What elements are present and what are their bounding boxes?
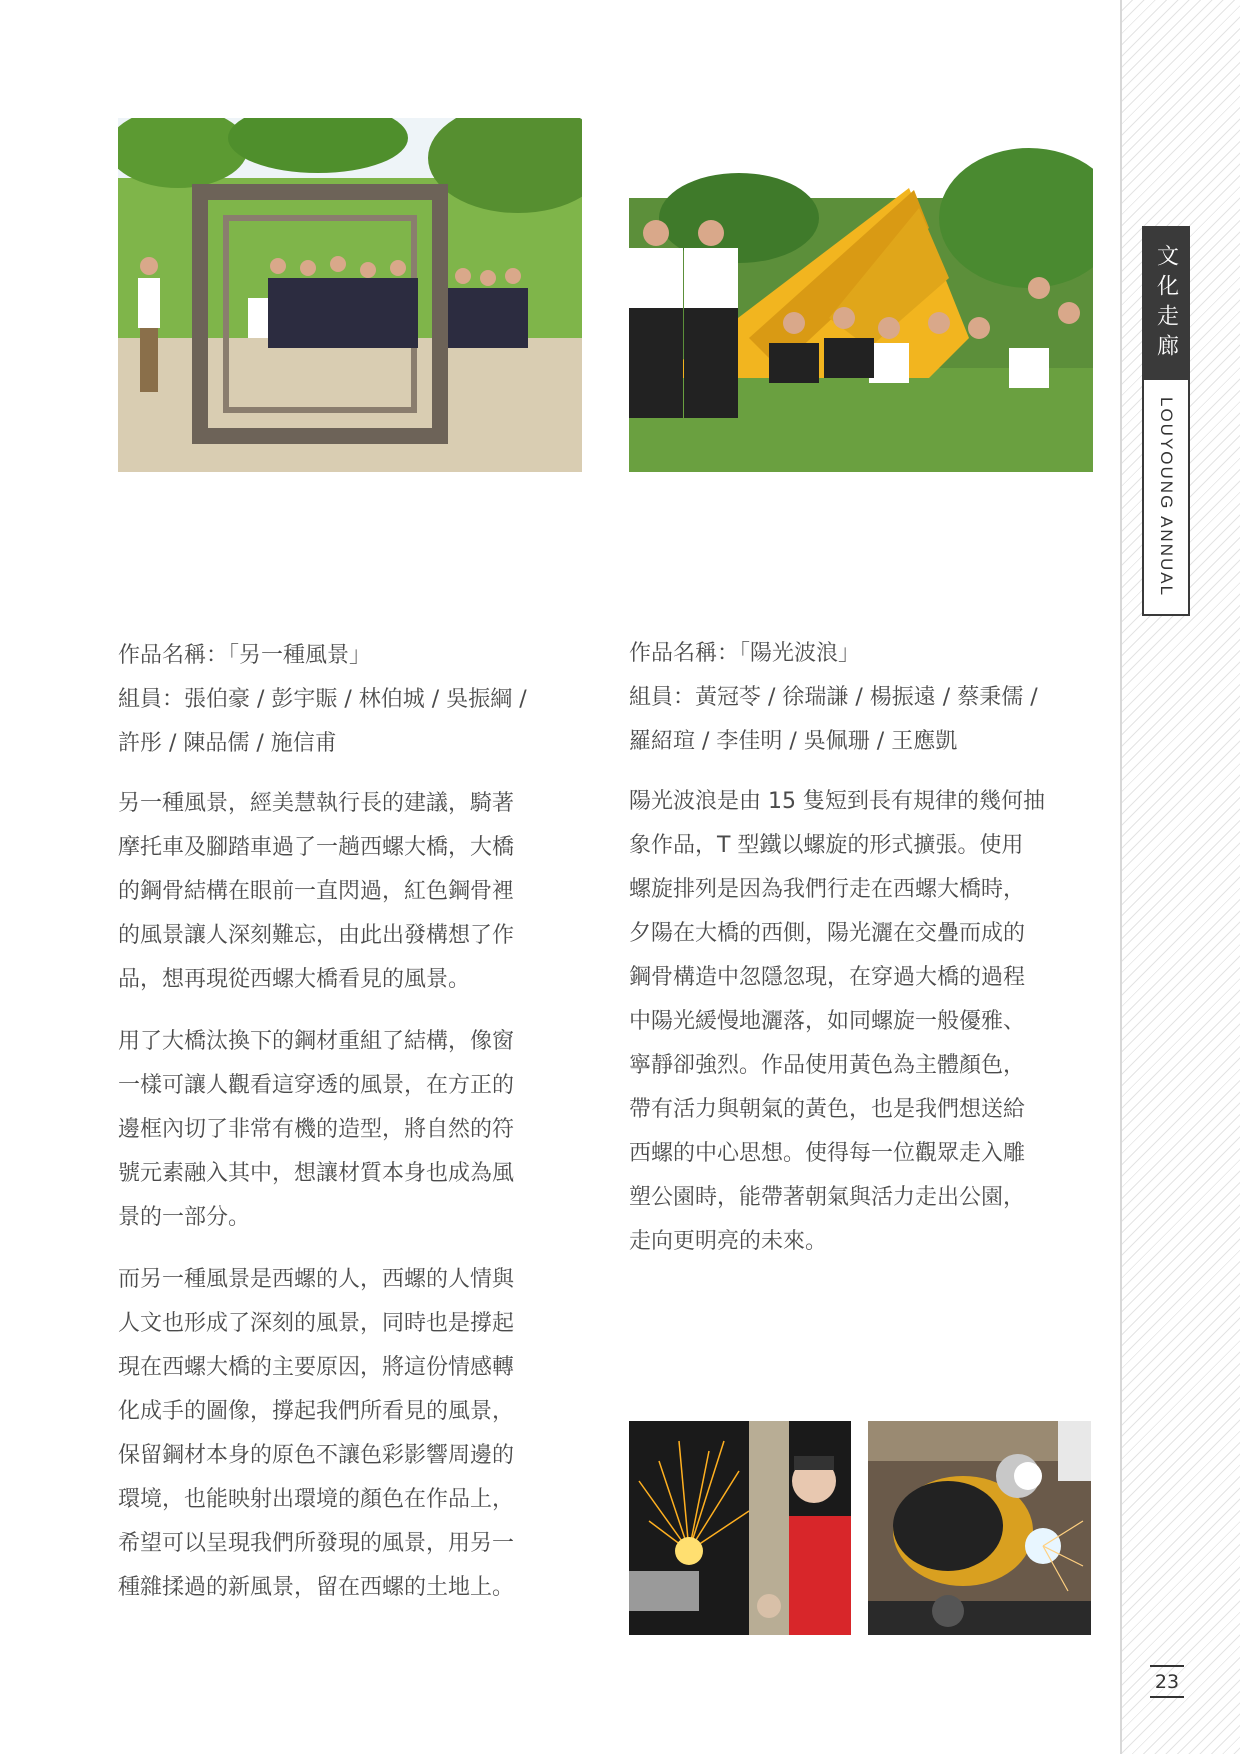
text-line: 號元素融入其中，想讓材質本身也成為風 (118, 1161, 515, 1186)
paragraph (118, 1258, 588, 1610)
right-work-meta (629, 632, 1099, 764)
text-line: 象作品，T 型鐵以螺旋的形式擴張。使用 (629, 833, 1024, 858)
right-work-members-line: 羅紹瑄 / 李佳明 / 吳佩珊 / 王應凱 (629, 729, 958, 754)
photo-group-steel-frame (118, 118, 582, 472)
photo-grinding-sparks (629, 1421, 851, 1635)
right-work-column (629, 632, 1099, 1282)
text-line: 螺旋排列是因為我們行走在西螺大橋時， (629, 877, 1026, 902)
photo-welding (868, 1421, 1091, 1635)
text-line: 的風景讓人深刻難忘，由此出發構想了作 (118, 923, 515, 948)
text-line: 種雜揉過的新風景，留在西螺的土地上。 (118, 1575, 515, 1600)
text-line: 用了大橋汰換下的鋼材重組了結構，像窗 (118, 1029, 515, 1054)
left-work-meta (118, 634, 588, 766)
photo-yellow-sculpture (629, 118, 1093, 472)
left-work-members-line: 組員：張伯豪 / 彭宇賑 / 林伯城 / 吳振綱 / (118, 687, 527, 712)
page-number: 23 (1150, 1665, 1184, 1698)
text-line: 環境，也能映射出環境的顏色在作品上， (118, 1487, 515, 1512)
paragraph (118, 1020, 588, 1240)
text-line: 景的一部分。 (118, 1205, 251, 1230)
annual-label: LOUYOUNG ANNUAL (1157, 396, 1176, 598)
paragraph (118, 782, 588, 1002)
text-line: 走向更明亮的未來。 (629, 1229, 828, 1254)
text-line: 寧靜卻強烈。作品使用黃色為主體顏色， (629, 1053, 1026, 1078)
section-label: 文化走廊 (1144, 228, 1188, 380)
text-line: 邊框內切了非常有機的造型，將自然的符 (118, 1117, 515, 1142)
left-work-members-line: 許彤 / 陳品儒 / 施信甫 (118, 731, 337, 756)
text-line: 的鋼骨結構在眼前一直閃過，紅色鋼骨裡 (118, 879, 515, 904)
text-line: 另一種風景，經美慧執行長的建議，騎著 (118, 791, 515, 816)
text-line: 現在西螺大橋的主要原因，將這份情感轉 (118, 1355, 515, 1380)
text-line: 夕陽在大橋的西側，陽光灑在交疊而成的 (629, 921, 1026, 946)
text-line: 摩托車及腳踏車過了一趟西螺大橋，大橋 (118, 835, 515, 860)
text-line: 塑公園時，能帶著朝氣與活力走出公園， (629, 1185, 1026, 1210)
text-line: 陽光波浪是由 15 隻短到長有規律的幾何抽 (629, 789, 1045, 814)
text-line: 人文也形成了深刻的風景，同時也是撐起 (118, 1311, 515, 1336)
text-line: 化成手的圖像，撐起我們所看見的風景， (118, 1399, 515, 1424)
text-line: 西螺的中心思想。使得每一位觀眾走入雕 (629, 1141, 1026, 1166)
text-line: 一樣可讓人觀看這穿透的風景，在方正的 (118, 1073, 515, 1098)
paragraph (629, 780, 1099, 1264)
right-work-body (629, 780, 1099, 1264)
section-tab (1142, 226, 1190, 616)
text-line: 保留鋼材本身的原色不讓色彩影響周邊的 (118, 1443, 515, 1468)
text-line: 鋼骨構造中忽隱忽現，在穿過大橋的過程 (629, 965, 1026, 990)
text-line: 品，想再現從西螺大橋看見的風景。 (118, 967, 471, 992)
text-line: 帶有活力與朝氣的黃色，也是我們想送給 (629, 1097, 1026, 1122)
left-work-column (118, 634, 588, 1628)
text-line: 中陽光緩慢地灑落，如同螺旋一般優雅、 (629, 1009, 1026, 1034)
left-work-title: 作品名稱：「另一種風景」 (118, 643, 372, 668)
right-work-title: 作品名稱：「陽光波浪」 (629, 641, 861, 666)
text-line: 希望可以呈現我們所發現的風景，用另一 (118, 1531, 515, 1556)
text-line: 而另一種風景是西螺的人，西螺的人情與 (118, 1267, 515, 1292)
right-work-members-line: 組員：黃冠苓 / 徐瑞謙 / 楊振遠 / 蔡秉儒 / (629, 685, 1038, 710)
left-work-body (118, 782, 588, 1610)
